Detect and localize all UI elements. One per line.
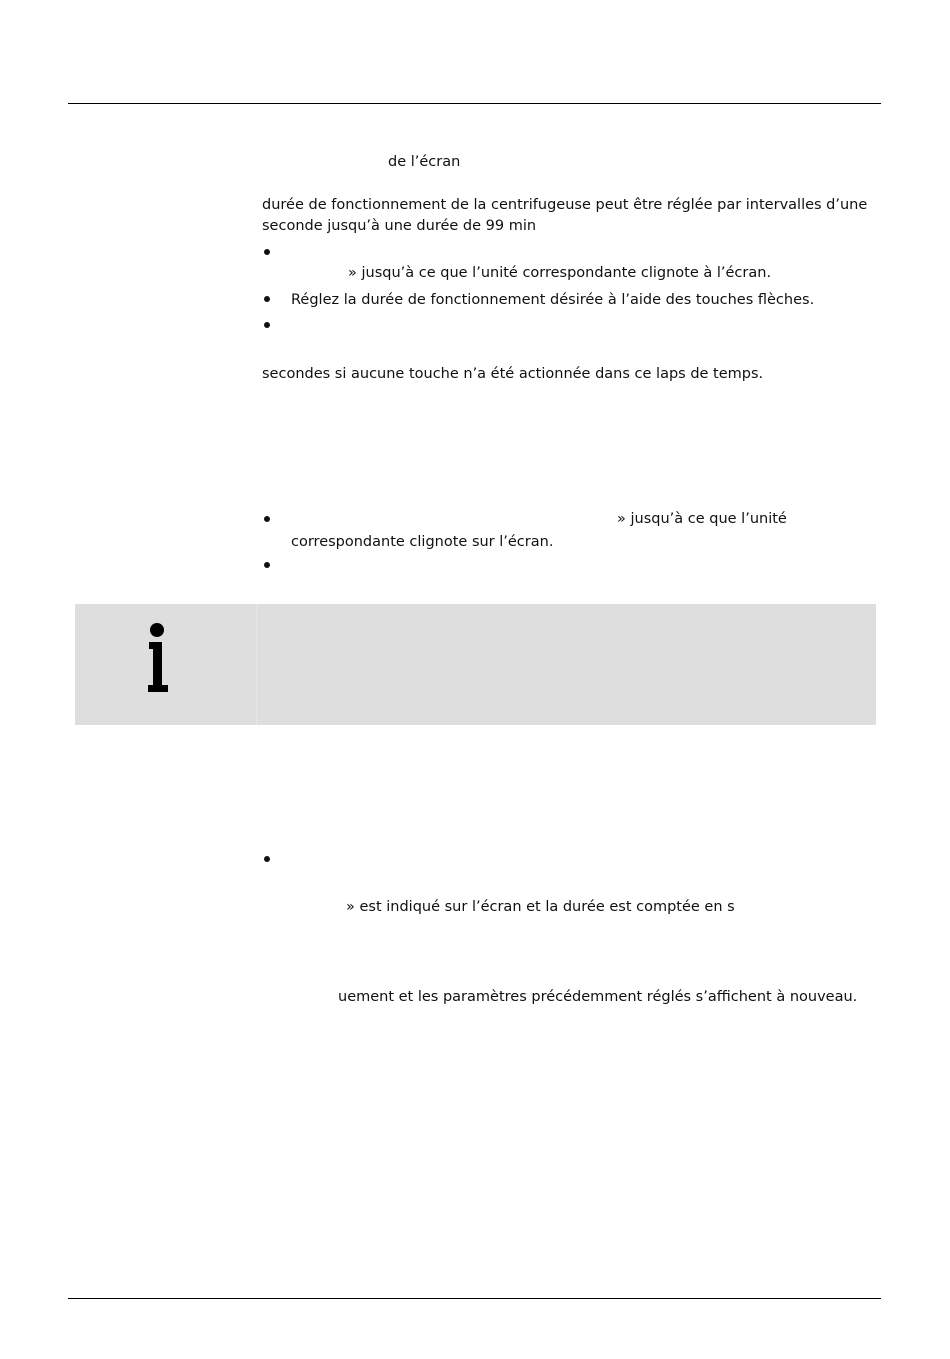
reset-paragraph: uement et les paramètres précédemment réglés s’affichent à nouveau. (338, 989, 858, 1005)
list-1-bullet-2 (264, 296, 270, 302)
list-3-bullet-1 (264, 856, 270, 862)
list-3-item-1-continuation: » est indiqué sur l’écran et la durée est comptée en s (346, 899, 735, 915)
information-note-box (75, 604, 876, 725)
list-2-bullet-1 (264, 516, 270, 522)
section-heading-fragment: de l’écran (388, 154, 461, 170)
timeout-paragraph: secondes si aucune touche n’a été actionnée dans ce laps de temps. (262, 366, 764, 382)
intro-paragraph-line-2: seconde jusqu’à une durée de 99 min (262, 218, 537, 234)
list-2-bullet-2 (264, 562, 270, 568)
list-1-bullet-3 (264, 322, 270, 328)
footer-rule (68, 1298, 881, 1299)
list-1-bullet-1 (264, 249, 270, 255)
header-rule (68, 103, 881, 104)
list-2-item-1-line-2: correspondante clignote sur l’écran. (291, 534, 554, 550)
info-icon (146, 622, 170, 692)
intro-paragraph-line-1: durée de fonctionnement de la centrifugeuse peut être réglée par intervalles d’une (262, 197, 868, 213)
list-2-item-1-line-1: » jusqu’à ce que l’unité (617, 511, 787, 527)
list-1-item-2: Réglez la durée de fonctionnement désirée à l’aide des touches flèches. (291, 292, 815, 308)
list-1-item-1-continuation: » jusqu’à ce que l’unité correspondante clignote à l’écran. (348, 265, 772, 281)
information-note-divider (256, 604, 257, 725)
